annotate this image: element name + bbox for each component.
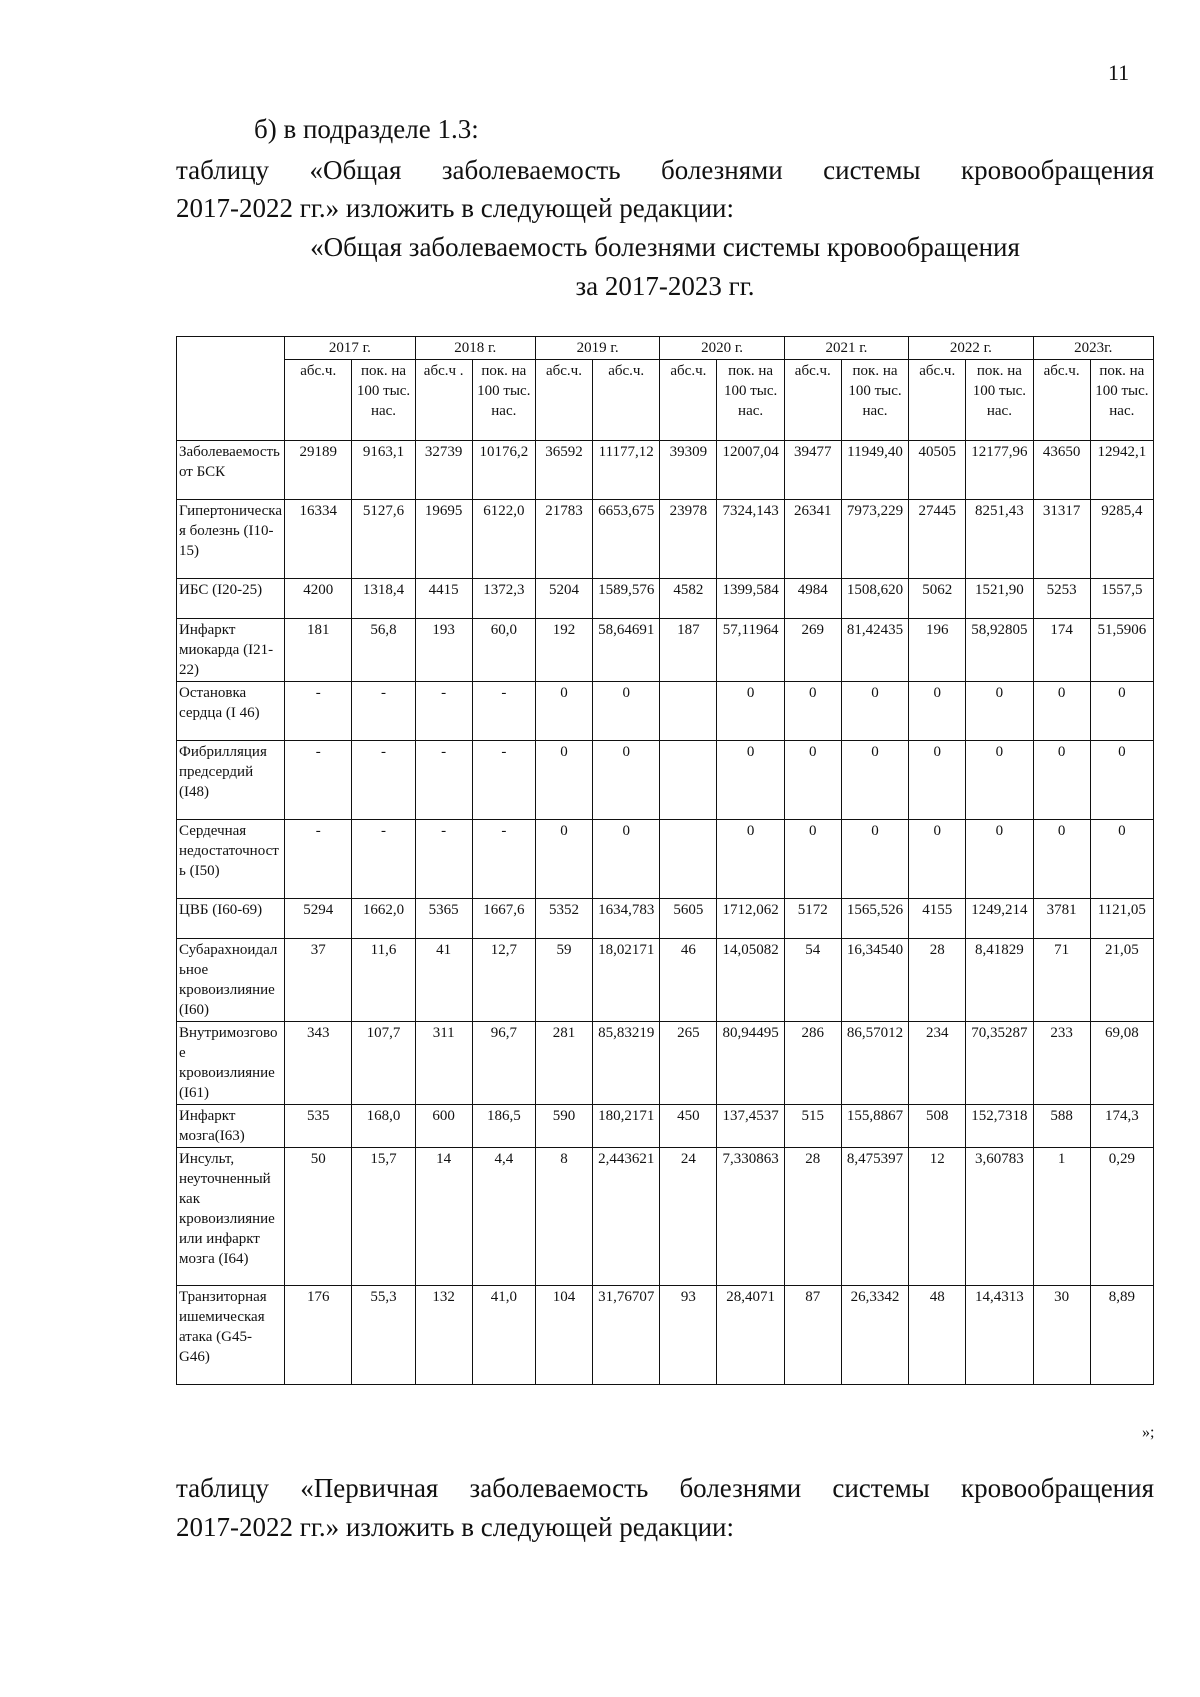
table-cell: 0 [1090,741,1153,820]
table-cell: 46 [660,939,717,1022]
year-header: 2020 г. [660,337,784,360]
table-cell: 8,41829 [966,939,1033,1022]
table-cell: 14,4313 [966,1286,1033,1385]
table-cell: 8251,43 [966,500,1033,579]
table-cell: 51,5906 [1090,619,1153,682]
table-cell: 23978 [660,500,717,579]
table-cell: 39477 [784,441,841,500]
table-row [177,1148,1154,1286]
column-header: пок. на 100 тыс. нас. [472,360,535,441]
table-cell: 107,7 [352,1022,415,1105]
table-cell: 3781 [1033,899,1090,939]
table-cell: 1662,0 [352,899,415,939]
row-label: Гипертоническая болезнь (I10-15) [177,500,285,579]
table-cell: 37 [285,939,352,1022]
table-row [177,579,1154,619]
table-cell: 9163,1 [352,441,415,500]
table-cell: 0 [841,741,908,820]
table-cell: 5294 [285,899,352,939]
table-cell: 281 [535,1022,592,1105]
table-cell: 80,94495 [717,1022,784,1105]
table-cell: 590 [535,1105,592,1148]
table-cell: 8,89 [1090,1286,1153,1385]
table-cell: 12007,04 [717,441,784,500]
table-cell: 1589,576 [593,579,660,619]
table-cell: 54 [784,939,841,1022]
table-cell: 69,08 [1090,1022,1153,1105]
table-cell: 14 [415,1148,472,1286]
table-row [177,500,1154,579]
column-header: абс.ч . [415,360,472,441]
table-cell: 27445 [909,500,966,579]
row-label: Фибрилляция предсердий (I48) [177,741,285,820]
table-cell: 5352 [535,899,592,939]
table-cell: 137,4537 [717,1105,784,1148]
table-cell [660,741,717,820]
table-cell: 41 [415,939,472,1022]
table-cell: 96,7 [472,1022,535,1105]
table-cell: 1318,4 [352,579,415,619]
table-cell: 265 [660,1022,717,1105]
table-cell: 26341 [784,500,841,579]
table-cell: 155,8867 [841,1105,908,1148]
table-cell: 11949,40 [841,441,908,500]
table-cell: - [285,682,352,741]
table-cell: 1712,062 [717,899,784,939]
table-cell: 86,57012 [841,1022,908,1105]
table-cell: 24 [660,1148,717,1286]
table-cell: 12,7 [472,939,535,1022]
table-cell: 0 [1033,682,1090,741]
table-cell: 2,443621 [593,1148,660,1286]
table-cell: 12 [909,1148,966,1286]
table-cell: 5365 [415,899,472,939]
table-cell: 14,05082 [717,939,784,1022]
table-cell: 11177,12 [593,441,660,500]
table-cell: 1249,214 [966,899,1033,939]
table-cell: 1565,526 [841,899,908,939]
table-cell: 181 [285,619,352,682]
table-cell: 85,83219 [593,1022,660,1105]
table-cell: 5605 [660,899,717,939]
table-cell: 0 [841,682,908,741]
intro-line-2: 2017-2022 гг.» изложить в следующей редакции: [176,193,735,223]
table-cell: 21,05 [1090,939,1153,1022]
table-cell: 0 [717,820,784,899]
table-cell: 7973,229 [841,500,908,579]
table-cell: 81,42435 [841,619,908,682]
table-row [177,820,1154,899]
table-cell: 1667,6 [472,899,535,939]
table-cell: 4984 [784,579,841,619]
table-title-line-1: «Общая заболеваемость болезнями системы кровообращения [310,232,1020,262]
table-cell: 0 [1033,741,1090,820]
table-cell: 87 [784,1286,841,1385]
table-cell: 0,29 [1090,1148,1153,1286]
table-cell: - [285,741,352,820]
table-cell: 4200 [285,579,352,619]
table-cell: 12177,96 [966,441,1033,500]
table-cell: 8,475397 [841,1148,908,1286]
table-cell: - [352,682,415,741]
column-header: абс.ч. [660,360,717,441]
table-cell: 0 [1090,820,1153,899]
table-cell: 40505 [909,441,966,500]
table-cell: 450 [660,1105,717,1148]
table-cell: - [472,741,535,820]
table-cell: 233 [1033,1022,1090,1105]
column-header: абс.ч. [909,360,966,441]
table-cell: 16334 [285,500,352,579]
table-cell: 196 [909,619,966,682]
table-cell: - [472,682,535,741]
table-cell: 0 [1090,682,1153,741]
page-number: 11 [1108,60,1130,85]
table-cell: - [352,741,415,820]
table-cell: 508 [909,1105,966,1148]
row-label: Инсульт, неуточненный как кровоизлияние или инфаркт мозга (I64) [177,1148,285,1286]
table-cell: 600 [415,1105,472,1148]
year-header: 2018 г. [415,337,535,360]
table-cell: 28 [909,939,966,1022]
table-cell: 48 [909,1286,966,1385]
table-cell: 71 [1033,939,1090,1022]
table-cell: 1 [1033,1148,1090,1286]
row-label: Субарахноидальное кровоизлияние (I60) [177,939,285,1022]
section-heading: б) в подразделе 1.3: [254,114,479,144]
table-cell: 21783 [535,500,592,579]
table-cell: 16,34540 [841,939,908,1022]
table-cell: 0 [593,682,660,741]
table-cell: 93 [660,1286,717,1385]
table-cell: 28 [784,1148,841,1286]
table-cell [660,682,717,741]
table-cell: 0 [1033,820,1090,899]
table-cell: 36592 [535,441,592,500]
table-row [177,619,1154,682]
table-cell: 7324,143 [717,500,784,579]
row-label: Остановка сердца (I 46) [177,682,285,741]
column-header: пок. на 100 тыс. нас. [1090,360,1153,441]
table-row [177,939,1154,1022]
table-cell: 0 [909,820,966,899]
table-cell: 9285,4 [1090,500,1153,579]
table-cell: 18,02171 [593,939,660,1022]
table-cell: 174,3 [1090,1105,1153,1148]
year-header: 2019 г. [535,337,659,360]
table-cell: 132 [415,1286,472,1385]
table-cell: 104 [535,1286,592,1385]
table-cell: 5127,6 [352,500,415,579]
table-cell: 0 [717,741,784,820]
table-cell: 1634,783 [593,899,660,939]
table-cell: 0 [841,820,908,899]
table-cell: 4155 [909,899,966,939]
table-cell: 1521,90 [966,579,1033,619]
table-cell: 286 [784,1022,841,1105]
table-cell: 0 [966,820,1033,899]
table-cell: 180,2171 [593,1105,660,1148]
table-cell: 8 [535,1148,592,1286]
table-cell: 29189 [285,441,352,500]
table-cell: 1399,584 [717,579,784,619]
table-cell: - [472,820,535,899]
table-cell: 0 [909,682,966,741]
table-cell: 5062 [909,579,966,619]
row-label: Транзиторная ишемическая атака (G45-G46) [177,1286,285,1385]
table-cell: 269 [784,619,841,682]
table-cell: 1508,620 [841,579,908,619]
table-cell: 0 [784,820,841,899]
table-cell: 1121,05 [1090,899,1153,939]
table-cell: 174 [1033,619,1090,682]
table-cell: 12942,1 [1090,441,1153,500]
table-cell: 11,6 [352,939,415,1022]
table-cell: 15,7 [352,1148,415,1286]
table-cell: 152,7318 [966,1105,1033,1148]
table-cell: - [415,741,472,820]
row-label: Инфаркт миокарда (I21-22) [177,619,285,682]
table-cell: 39309 [660,441,717,500]
table-cell: 186,5 [472,1105,535,1148]
table-cell: 31317 [1033,500,1090,579]
table-row [177,441,1154,500]
table-cell: 30 [1033,1286,1090,1385]
table-cell: - [352,820,415,899]
column-header: пок. на 100 тыс. нас. [352,360,415,441]
row-label: ИБС (I20-25) [177,579,285,619]
table-cell: 0 [593,741,660,820]
table-cell: 55,3 [352,1286,415,1385]
table-title-line-2: за 2017-2023 гг. [575,271,755,301]
table-cell: 32739 [415,441,472,500]
table-cell: - [285,820,352,899]
next-line-1: таблицу «Первичная заболеваемость болезнями системы кровообращения [176,1473,1154,1503]
table-cell: 311 [415,1022,472,1105]
table-cell: 0 [717,682,784,741]
table-row [177,682,1154,741]
morbidity-table [176,336,1154,1385]
table-cell: 59 [535,939,592,1022]
table-cell: 7,330863 [717,1148,784,1286]
subheader-row [177,360,1154,441]
column-header: абс.ч. [535,360,592,441]
table-cell: 4415 [415,579,472,619]
table-cell: 1372,3 [472,579,535,619]
table-cell: - [415,820,472,899]
year-header: 2023г. [1033,337,1153,360]
table-cell: 19695 [415,500,472,579]
next-line-2: 2017-2022 гг.» изложить в следующей редакции: [176,1512,735,1542]
table-row [177,741,1154,820]
table-cell: 70,35287 [966,1022,1033,1105]
table-cell: 343 [285,1022,352,1105]
table-cell: 58,92805 [966,619,1033,682]
table-cell: 41,0 [472,1286,535,1385]
table-cell: 168,0 [352,1105,415,1148]
table-cell: 43650 [1033,441,1090,500]
table-cell: 0 [909,741,966,820]
table-cell: - [415,682,472,741]
table-row [177,1022,1154,1105]
table-cell [660,820,717,899]
table-cell: 535 [285,1105,352,1148]
table-cell: 187 [660,619,717,682]
table-cell: 0 [535,820,592,899]
column-header: пок. на 100 тыс. нас. [717,360,784,441]
table-cell: 176 [285,1286,352,1385]
table-cell: 3,60783 [966,1148,1033,1286]
table-cell: 57,11964 [717,619,784,682]
table-cell: 0 [535,682,592,741]
table-cell: 5204 [535,579,592,619]
row-label: Инфаркт мозга(I63) [177,1105,285,1148]
table-row [177,1105,1154,1148]
column-header: абс.ч. [784,360,841,441]
year-header: 2022 г. [909,337,1033,360]
table-row [177,899,1154,939]
table-cell: 588 [1033,1105,1090,1148]
column-header: пок. на 100 тыс. нас. [841,360,908,441]
column-header: абс.ч. [285,360,352,441]
table-closing-quote: »; [1142,1424,1155,1441]
column-header: абс.ч. [593,360,660,441]
table-cell: 515 [784,1105,841,1148]
table-cell: 193 [415,619,472,682]
table-cell: 4,4 [472,1148,535,1286]
row-label: Заболеваемость от БСК [177,441,285,500]
table-cell: 1557,5 [1090,579,1153,619]
intro-line-1: таблицу «Общая заболеваемость болезнями системы кровообращения [176,155,1154,185]
table-cell: 28,4071 [717,1286,784,1385]
table-cell: 0 [784,682,841,741]
table-cell: 6653,675 [593,500,660,579]
table-cell: 0 [784,741,841,820]
table-cell: 4582 [660,579,717,619]
table-cell: 0 [966,741,1033,820]
table-cell: 58,64691 [593,619,660,682]
table-cell: 5253 [1033,579,1090,619]
year-header: 2021 г. [784,337,908,360]
column-header: пок. на 100 тыс. нас. [966,360,1033,441]
table-cell: 31,76707 [593,1286,660,1385]
table-cell: 0 [966,682,1033,741]
table-cell: 5172 [784,899,841,939]
table-cell: 50 [285,1148,352,1286]
row-label: ЦВБ (I60-69) [177,899,285,939]
corner-cell [177,337,285,441]
table-cell: 192 [535,619,592,682]
row-label: Внутримозговое кровоизлияние (I61) [177,1022,285,1105]
table-row [177,1286,1154,1385]
row-label: Сердечная недостаточность (I50) [177,820,285,899]
year-header: 2017 г. [285,337,416,360]
table-cell: 0 [593,820,660,899]
table-cell: 10176,2 [472,441,535,500]
column-header: абс.ч. [1033,360,1090,441]
table-cell: 0 [535,741,592,820]
year-header-row [177,337,1154,360]
table-cell: 6122,0 [472,500,535,579]
table-cell: 56,8 [352,619,415,682]
table-cell: 234 [909,1022,966,1105]
table-cell: 60,0 [472,619,535,682]
table-cell: 26,3342 [841,1286,908,1385]
